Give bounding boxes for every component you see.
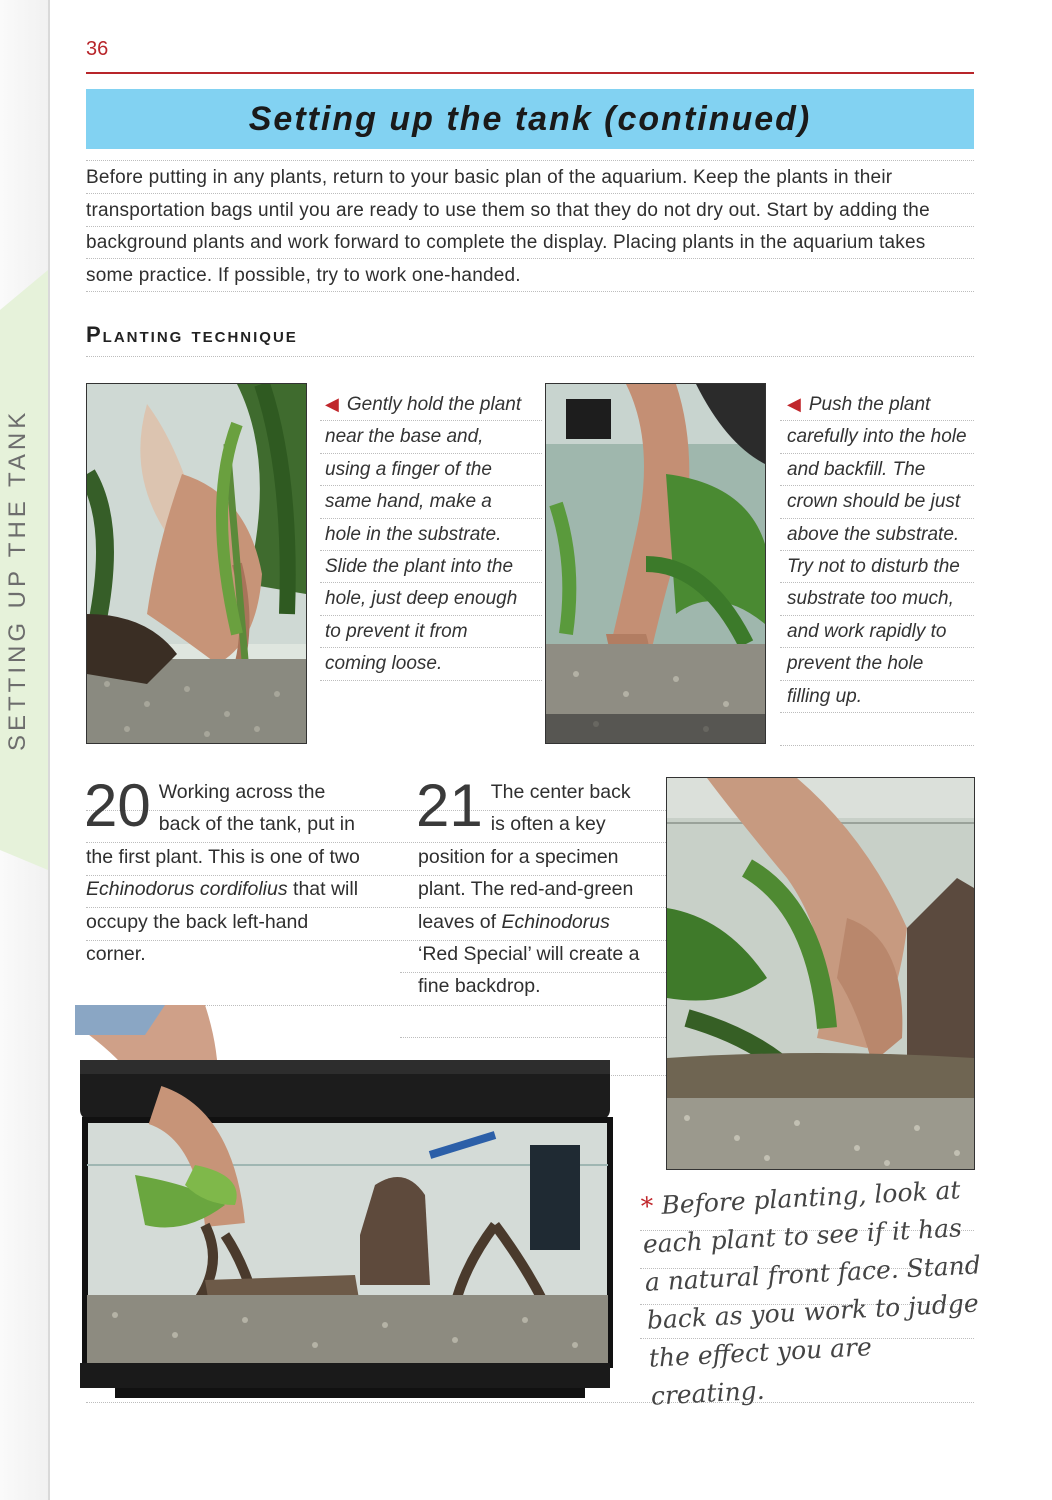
divider — [86, 356, 974, 357]
intro-paragraph: Before putting in any plants, return to your basic plan of the aquarium. Keep the plants in their transportation bags until you are ready to use them so that they do not dry out. Start by adding the background plants and work forward to complete the display. Placing plants in the aquarium takes some practice. If possible, try to work one-handed. — [86, 167, 930, 286]
step-21 — [416, 772, 650, 1003]
divider — [86, 160, 974, 161]
handwritten-tip — [640, 1170, 991, 1415]
chapter-side-label: SETTING UP THE TANK — [4, 408, 31, 752]
page-title: Setting up the tank (continued) — [248, 99, 812, 138]
asterisk-icon: * — [640, 1191, 655, 1221]
step-number: 21 — [416, 772, 483, 839]
step-20 — [84, 772, 371, 970]
section-heading: Planting technique — [86, 322, 298, 347]
species-name: Echinodorus cordifolius — [86, 878, 288, 901]
header-rule — [86, 72, 974, 74]
photo-hand-pushing-plant — [545, 383, 766, 744]
divider — [780, 745, 974, 746]
step-number: 20 — [84, 772, 151, 839]
step-text: The center back is often a key position for a specimen plant. The red-and-green leaves of — [418, 781, 634, 933]
species-name: Echinodorus — [501, 910, 610, 933]
step-text: Working across the back of the tank, put in the first plant. This is one of two — [86, 781, 360, 868]
photo-hand-holding-plant — [86, 383, 307, 744]
page-number: 36 — [86, 38, 109, 60]
caption-right-text: Push the plant carefully into the hole and backfill. The crown should be just above the substrate. Try not to disturb the substrate too much, and work rapidly to prevent the hole filling up. — [787, 394, 967, 707]
pointer-left-icon: ◀ — [787, 394, 801, 414]
caption-left-text: Gently hold the plant near the base and, using a finger of the same hand, make a hole in the substrate. Slide the plant into the hole, just deep enough to prevent it from coming loose. — [325, 394, 522, 675]
step-text: that will occupy the back left-hand corner. — [86, 878, 359, 966]
photo-center-planting — [666, 777, 975, 1170]
photo-aquarium-tank — [75, 1005, 620, 1400]
caption-left — [325, 388, 525, 681]
step-text: ‘Red Special’ will create a fine backdrop. — [418, 943, 640, 998]
title-banner — [86, 89, 974, 149]
tip-text: Before planting, look at each plant to see if it has a natural front face. Stand back as you work to judge the effect you are creating. — [642, 1175, 982, 1411]
pointer-left-icon: ◀ — [325, 394, 339, 414]
caption-right — [787, 388, 969, 713]
